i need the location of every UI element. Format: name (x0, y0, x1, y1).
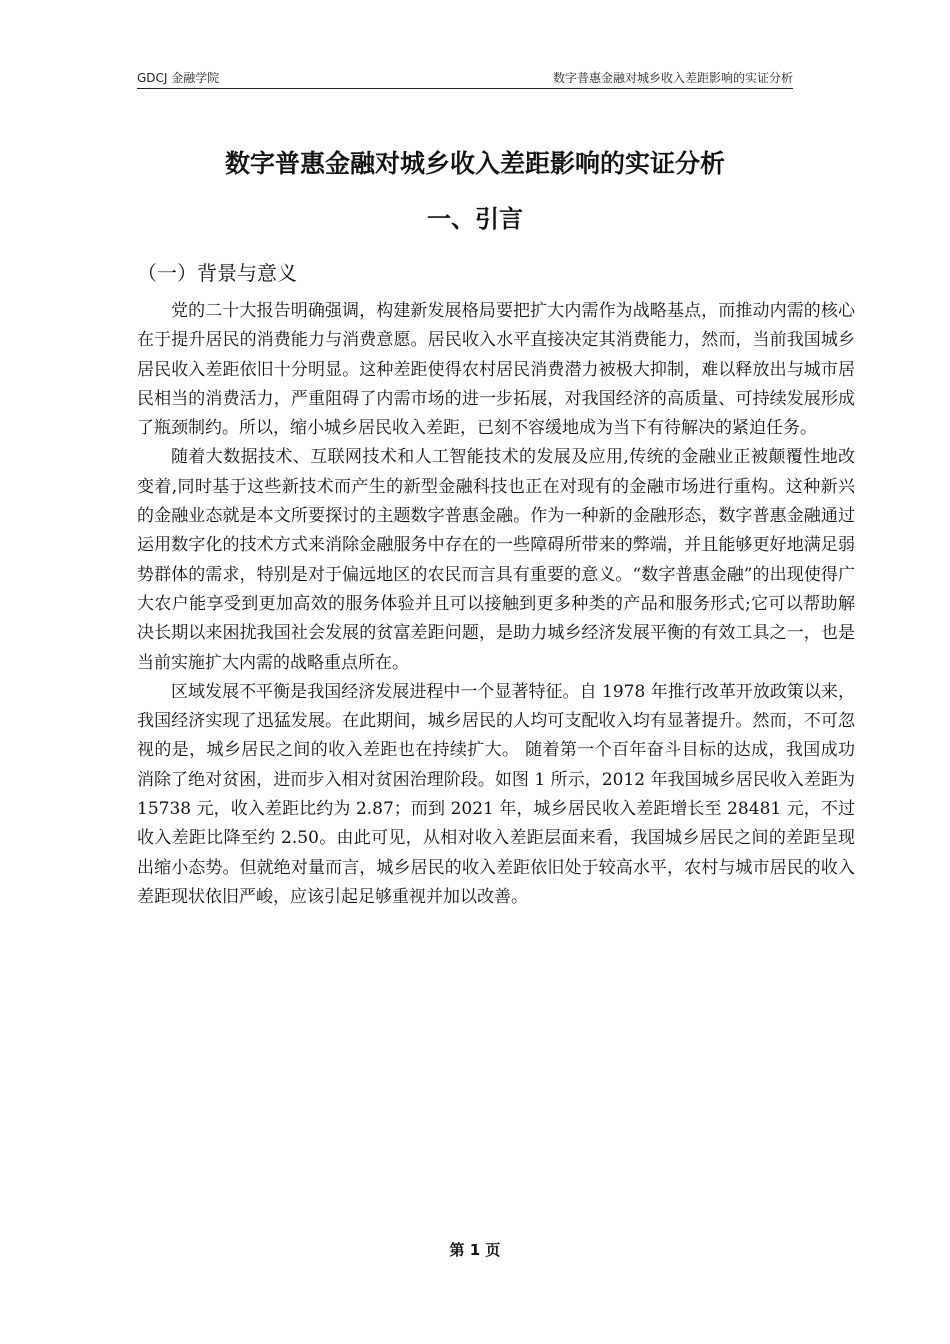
page-header (137, 70, 793, 89)
body-text (137, 297, 855, 912)
subsection-heading: （一）背景与意义 (137, 261, 297, 285)
document-title: 数字普惠金融对城乡收入差距影响的实证分析 (224, 149, 725, 178)
header-running-title: 数字普惠金融对城乡收入差距影响的实证分析 (552, 71, 793, 85)
section-heading: 一、引言 (427, 205, 523, 233)
header-institution: GDCJ 金融学院 (137, 71, 220, 85)
paragraph-1: 党的二十大报告明确强调，构建新发展格局要把扩大内需作为战略基点，而推动内需的核心在于提升居民的消费能力与消费意愿。居民收入水平直接决定其消费能力，然而，当前我国城乡居民收入差距依旧十分明显。这种差距使得农村居民消费潜力被极大抑制，难以释放出与城市居民相当的消费活力，严重阻碍了内需市场的进一步拓展，对我国经济的高质量、可持续发展形成了瓶颈制约。所以，缩小城乡居民收入差距，已刻不容缓地成为当下有待解决的紧迫任务。 (137, 301, 855, 439)
paragraph-3: 区域发展不平衡是我国经济发展进程中一个显著特征。自 1978 年推行改革开放政策以来，我国经济实现了迅猛发展。在此期间，城乡居民的人均可支配收入均有显著提升。然而，不可忽视的是，城乡居民之间的收入差距也在持续扩大。 随着第一个百年奋斗目标的达成，我国成功消除了绝对贫困，进而步入相对贫困治理阶段。如图 1 所示，2012 年我国城乡居民收入差距为 15738 元，收入差距比约为 2.87；而到 2021 年，城乡居民收入差距增长至 28481 元，不过收入差距比降至约 2.50。由此可见，从相对收入差距层面来看，我国城乡居民之间的差距呈现出缩小态势。但就绝对量而言，城乡居民的收入差距依旧处于较高水平，农村与城市居民的收入差距现状依旧严峻，应该引起足够重视并加以改善。 (137, 681, 855, 907)
paragraph-2: 随着大数据技术、互联网技术和人工智能技术的发展及应用,传统的金融业正被颠覆性地改变着,同时基于这些新技术而产生的新型金融科技也正在对现有的金融市场进行重构。这种新兴的金融业态就是本文所要探讨的主题数字普惠金融。作为一种新的金融形态，数字普惠金融通过运用数字化的技术方式来消除金融服务中存在的一些障碍所带来的弊端，并且能够更好地满足弱势群体的需求，特别是对于偏远地区的农民而言具有重要的意义。“数字普惠金融”的出现使得广大农户能享受到更加高效的服务体验并且可以接触到更多种类的产品和服务形式;它可以帮助解决长期以来困扰我国社会发展的贫富差距问题，是助力城乡经济发展平衡的有效工具之一，也是当前实施扩大内需的战略重点所在。 (137, 447, 855, 673)
page-number: 第 1 页 (449, 1241, 501, 1259)
